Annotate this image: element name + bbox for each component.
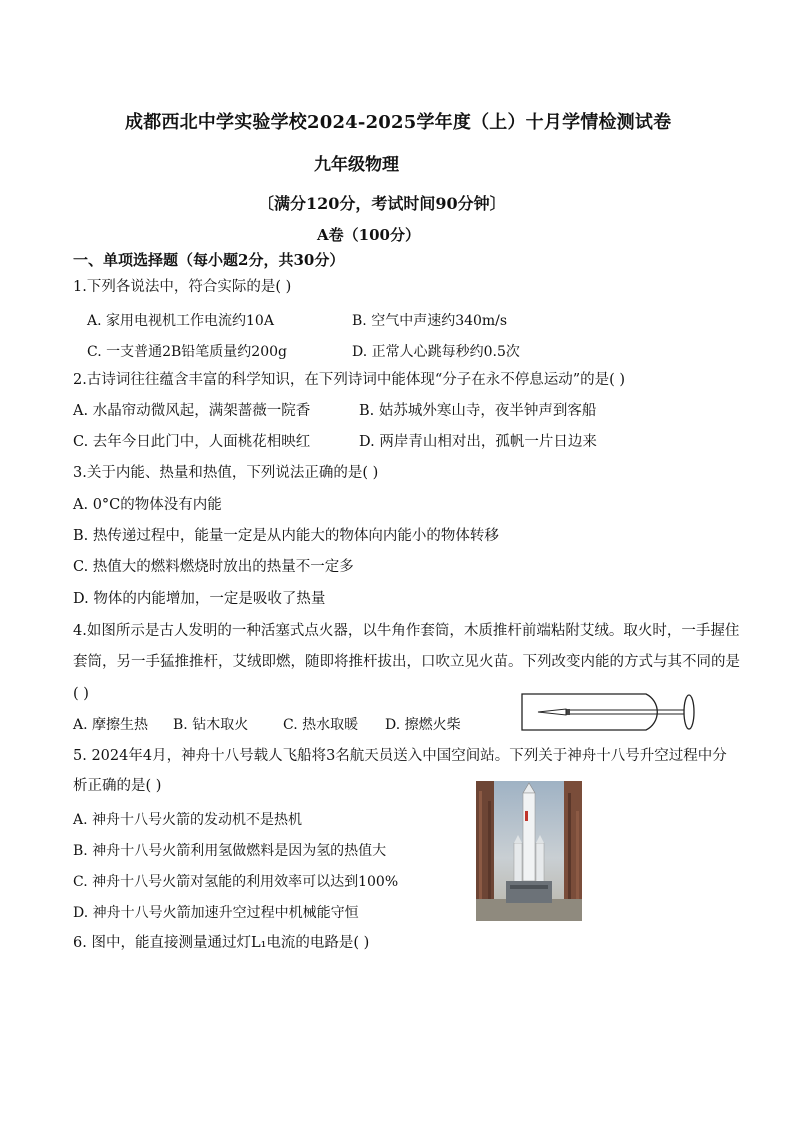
question-1-option-b: B. 空气中声速约340m/s xyxy=(352,313,508,329)
question-3-stem: 3.关于内能、热量和热值，下列说法正确的是( ) xyxy=(73,465,379,481)
question-5-option-b: B. 神舟十八号火箭利用氢做燃料是因为氢的热值大 xyxy=(73,843,387,859)
question-4-line-2: 套筒，另一手猛推推杆，艾绒即燃，随即将推杆拔出，口吹立见火苗。下列改变内能的方式与其不同的是 xyxy=(73,654,740,670)
exam-subject: 九年级物理 xyxy=(314,155,399,175)
rocket-photo xyxy=(476,781,582,921)
question-3-option-c: C. 热值大的燃料燃烧时放出的热量不一定多 xyxy=(73,559,354,575)
question-2-option-a: A. 水晶帘动微风起，满架蔷薇一院香 xyxy=(73,403,311,419)
question-3-option-d: D. 物体的内能增加，一定是吸收了热量 xyxy=(73,591,326,607)
question-1-option-d: D. 正常人心跳每秒约0.5次 xyxy=(352,344,520,360)
exam-title: 成都西北中学实验学校2024-2025学年度（上）十月学情检测试卷 xyxy=(125,112,672,133)
question-5-option-c: C. 神舟十八号火箭对氢能的利用效率可以达到100% xyxy=(73,874,399,890)
question-5-line-2: 析正确的是( ) xyxy=(73,778,162,794)
paper-a-heading: A卷（100分） xyxy=(317,226,420,244)
question-1-stem: 1.下列各说法中，符合实际的是( ) xyxy=(73,279,292,295)
question-4-option-c: C. 热水取暖 xyxy=(283,717,359,733)
question-5-line-1: 5. 2024年4月，神舟十八号载人飞船将3名航天员送入中国空间站。下列关于神舟十八号升空过程中分 xyxy=(73,748,727,764)
question-4-line-1: 4.如图所示是古人发明的一种活塞式点火器，以牛角作套筒，木质推杆前端粘附艾绒。取火时，一手握住 xyxy=(73,623,740,639)
exam-meta: 〔满分120分，考试时间90分钟〕 xyxy=(258,194,506,213)
question-5-option-d: D. 神舟十八号火箭加速升空过程中机械能守恒 xyxy=(73,905,359,921)
question-5-option-a: A. 神舟十八号火箭的发动机不是热机 xyxy=(73,812,303,828)
question-2-stem: 2.古诗词往往蕴含丰富的科学知识，在下列诗词中能体现“分子在永不停息运动”的是( ) xyxy=(73,372,626,388)
question-2-option-b: B. 姑苏城外寒山寺，夜半钟声到客船 xyxy=(359,403,597,419)
question-4-line-3: ( ) xyxy=(73,686,89,702)
question-2-option-c: C. 去年今日此门中，人面桃花相映红 xyxy=(73,434,311,450)
question-1-option-a: A. 家用电视机工作电流约10A xyxy=(87,313,274,329)
question-1-option-c: C. 一支普通2B铅笔质量约200g xyxy=(87,344,287,360)
question-4-option-b: B. 钻木取火 xyxy=(173,717,249,733)
fire-piston-figure xyxy=(518,688,696,734)
question-3-option-b: B. 热传递过程中，能量一定是从内能大的物体向内能小的物体转移 xyxy=(73,528,499,544)
section-heading: 一、单项选择题（每小题2分，共30分） xyxy=(73,251,345,269)
question-4-option-a: A. 摩擦生热 xyxy=(73,717,149,733)
question-6-stem: 6. 图中，能直接测量通过灯L₁电流的电路是( ) xyxy=(73,935,370,951)
question-3-option-a: A. 0°C的物体没有内能 xyxy=(73,497,222,513)
question-4-option-d: D. 擦燃火柴 xyxy=(385,717,461,733)
question-2-option-d: D. 两岸青山相对出，孤帆一片日边来 xyxy=(359,434,597,450)
